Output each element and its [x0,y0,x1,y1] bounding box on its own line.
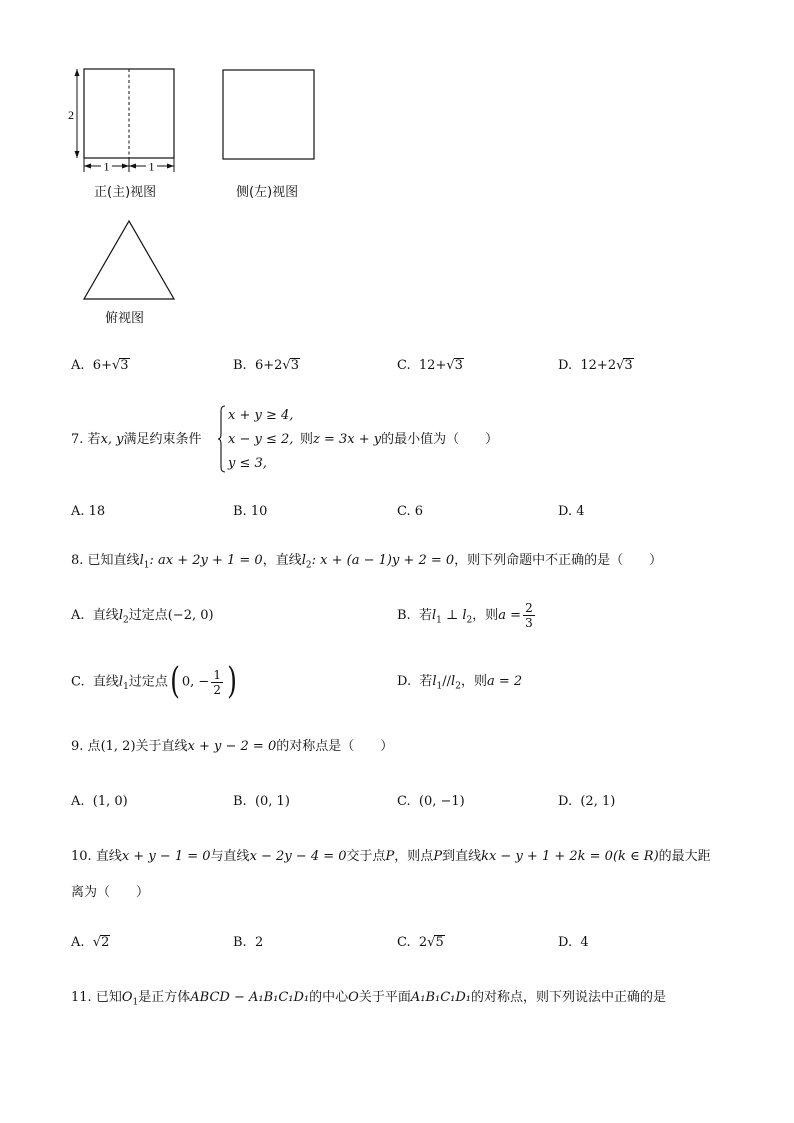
q10-option-b[interactable]: B. 2 [233,935,264,950]
q9-option-c[interactable]: C. (0, −1) [397,794,465,809]
q7-constraint-2: x − y ≤ 2, [228,432,294,447]
q10-option-a[interactable]: A. √2 [71,935,110,950]
q7-option-b[interactable]: B. 10 [233,504,268,519]
q9-stem: 9. 点(1, 2)关于直线x + y − 2 = 0的对称点是（ ） [71,739,394,754]
q7-constraint-1: x + y ≥ 4, [228,408,294,423]
q7-option-c[interactable]: C. 6 [397,504,424,519]
q7-brace [218,405,226,473]
q7-constraint-3: y ≤ 3, [228,456,267,471]
width-dim-arrow-3 [129,164,136,169]
q7-stem: 7. 若x, y满足约束条件 [71,432,202,447]
q6-option-c[interactable]: C. 12+√3 [397,358,463,373]
top-view-caption: 俯视图 [105,311,145,326]
q10-stem-line2: 离为（ ） [71,885,150,900]
q11-stem: 11. 已知$O_1$是正方体ABCD − A₁B₁C₁D₁的中心O关于平面A₁B₁C₁D₁的对称点，则下列说法中正确的是 [71,990,667,1008]
width-dim-label-left: 1 [103,159,110,174]
width-dim-arrow-4 [167,164,174,169]
front-view-caption: 正(主)视图 [94,185,157,200]
q8-c-fraction: $\frac{1}{2}$ [213,667,221,697]
height-dim-arrow-bottom [75,151,80,158]
width-dim-arrow-2 [122,164,129,169]
three-view-figures [0,0,794,330]
q10-option-d[interactable]: D. 4 [558,935,589,950]
q9-option-d[interactable]: D. (2, 1) [558,794,616,809]
q7-option-d[interactable]: D. 4 [558,504,585,519]
q7-option-a[interactable]: A. 18 [71,504,106,519]
q8-option-b[interactable]: B. 若$l_1$ ⊥ $l_2$，则a = $\frac{2}{3}$ [397,601,533,630]
width-dim-arrow-1 [84,164,91,169]
q6-option-a[interactable]: A. 6+√3 [71,358,129,373]
q6-option-d[interactable]: D. 12+2√3 [558,358,633,373]
q6-option-b[interactable]: B. 6+2√3 [233,358,299,373]
top-view-triangle [84,221,174,299]
q9-option-b[interactable]: B. (0, 1) [233,794,290,809]
side-view-rect [223,70,314,159]
width-dim-label-right: 1 [148,159,155,174]
q8-b-fraction: $\frac{2}{3}$ [525,601,533,630]
q8-option-c[interactable]: C. 直线$l_1$过定点( 0, − $\frac{1}{2}$ ) [71,661,237,702]
height-dim-arrow-top [75,69,80,76]
q8-option-a[interactable]: A. 直线$l_2$过定点(−2, 0) [71,608,214,626]
q9-option-a[interactable]: A. (1, 0) [71,794,128,809]
q10-option-c[interactable]: C. 2√5 [397,935,444,950]
q8-option-d[interactable]: D. 若$l_1//l_2$，则a = 2 [397,674,523,692]
q7-stem-tail: 则z = 3x + y的最小值为（ ） [300,432,499,447]
side-view-caption: 侧(左)视图 [236,185,299,200]
height-dim-label: 2 [68,108,74,122]
q10-stem-line1: 10. 直线x + y − 1 = 0与直线x − 2y − 4 = 0交于点P，则点P到直线kx − y + 1 + 2k = 0(k ∈ R)的最大距 [71,849,711,864]
q8-stem: 8. 已知直线$l_1$: ax + 2y + 1 = 0，直线$l_2$: x + (a − 1)y + 2 = 0，则下列命题中不正确的是（ ） [71,553,663,571]
